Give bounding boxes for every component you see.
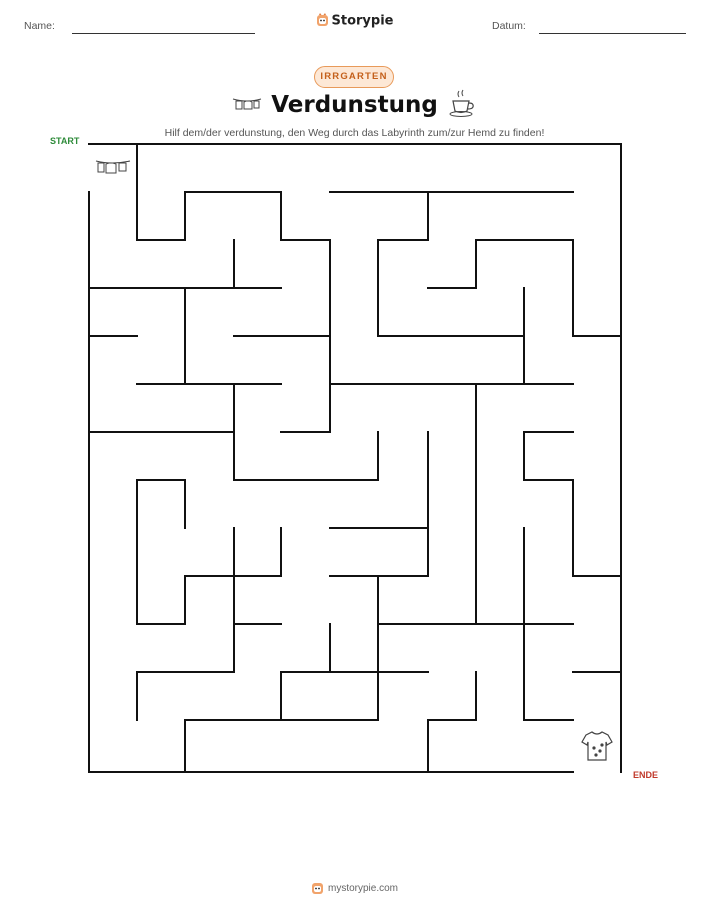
brand-name: Storypie (331, 13, 394, 29)
laundry-line-icon (96, 161, 130, 173)
page-title: Verdunstung (271, 92, 438, 118)
maze-start-label: START (50, 136, 80, 146)
maze-end-label: ENDE (633, 770, 659, 780)
footer-url[interactable]: mystorypie.com (327, 883, 398, 895)
name-label: Name: (24, 20, 55, 32)
category-badge: IRRGARTEN (314, 66, 394, 88)
shirt-icon (582, 732, 612, 760)
footer (0, 881, 709, 896)
storypie-mascot-icon (311, 881, 324, 896)
date-label: Datum: (492, 20, 526, 32)
instructions-text: Hilf dem/der verdunstung, den Weg durch das Labyrinth zum/zur Hemd zu finden! (164, 127, 545, 139)
